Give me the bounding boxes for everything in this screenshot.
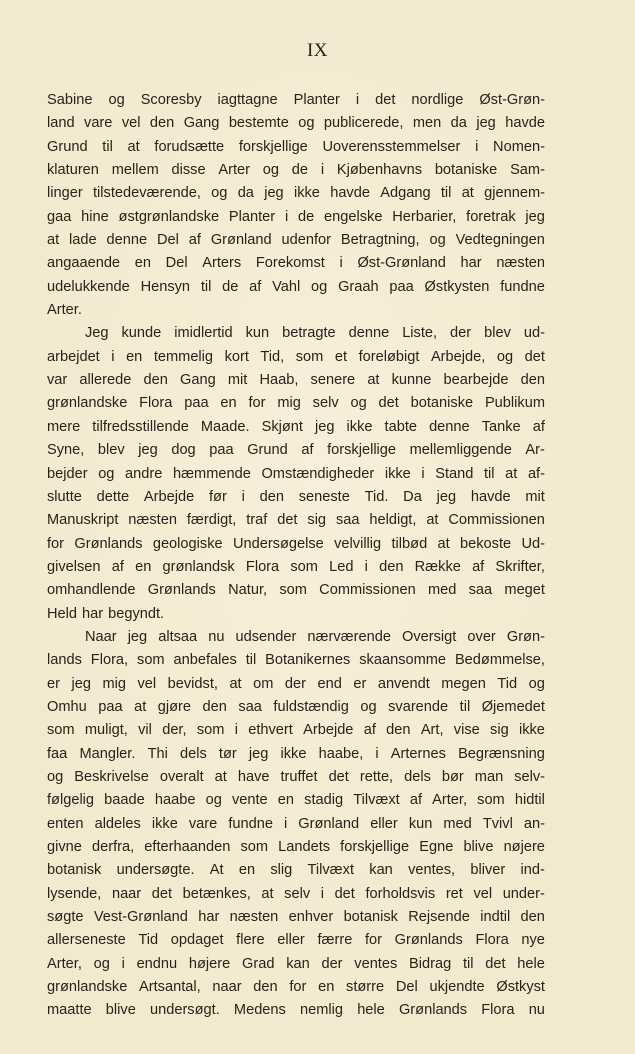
text-line: er jeg mig vel bevidst, at om der end er anvendt megen Tid og — [47, 675, 545, 692]
text-line: omhandlende Grønlands Natur, som Commissionen med saa meget — [47, 582, 545, 599]
text-line: Arter, og i endnu højere Grad kan der ventes Bidrag til det hele — [47, 955, 545, 972]
text-line: gaa hine østgrønlandske Planter i de engelske Herbarier, foretrak jeg — [47, 208, 545, 225]
text-line: Naar jeg altsaa nu udsender nærværende Oversigt over Grøn- — [85, 628, 545, 645]
text-line: bejder og andre hæmmende Omstændigheder ikke i Stand til at af- — [47, 465, 545, 482]
text-line: lands Flora, som anbefales til Botanikernes skaansomme Bedømmelse, — [47, 652, 545, 669]
text-line: angaaende en Del Arters Forekomst i Øst-Grønland har næsten — [47, 255, 545, 272]
text-line: grønlandske Flora paa en for mig selv og det botaniske Publikum — [47, 395, 545, 412]
text-line: Jeg kunde imidlertid kun betragte denne Liste, der blev ud- — [85, 325, 545, 342]
text-line: følgelig baade haabe og vente en stadig Tilvæxt af Arter, som hidtil — [47, 792, 545, 809]
page-number: IX — [306, 40, 329, 61]
text-line: Manuskript næsten færdigt, traf det sig saa heldigt, at Commissionen — [47, 512, 545, 529]
text-line: maatte blive undersøgt. Medens nemlig hele Grønlands Flora nu — [47, 1002, 545, 1019]
text-line: Held har begyndt. — [47, 605, 165, 622]
body-text — [47, 92, 545, 1026]
text-line: og Beskrivelse overalt at have truffet det rette, dels bør man selv- — [47, 768, 545, 785]
text-line: at lade denne Del af Grønland udenfor Betragtning, og Vedtegningen — [47, 232, 545, 249]
text-line: allerseneste Tid opdaget flere eller færre for Grønlands Flora nye — [47, 932, 545, 949]
text-line: botanisk undersøgte. At en slig Tilvæxt kan ventes, bliver ind- — [47, 862, 545, 879]
text-line: slutte dette Arbejde før i den seneste Tid. Da jeg havde mit — [47, 488, 545, 505]
text-line: land vare vel den Gang bestemte og publicerede, men da jeg havde — [47, 115, 545, 132]
text-line: givelsen af en grønlandsk Flora som Led i den Række af Skrifter, — [47, 558, 545, 575]
text-line: Sabine og Scoresby iagttagne Planter i det nordlige Øst-Grøn- — [47, 92, 545, 108]
text-line: enten aldeles ikke vare fundne i Grønland eller kun med Tvivl an- — [47, 815, 545, 832]
text-line: Syne, blev jeg dog paa Grund af forskjellige mellemliggende Ar- — [47, 442, 545, 459]
text-line: mere tilfredsstillende Maade. Skjønt jeg ikke tabte denne Tanke af — [47, 418, 545, 435]
text-line: linger tilstedeværende, og da jeg ikke havde Adgang til at gjennem- — [47, 185, 545, 202]
text-line: Omhu paa at gjøre den saa fuldstændig og svarende til Øjemedet — [47, 698, 545, 715]
text-line: som muligt, vil der, som i ethvert Arbejde af den Art, vise sig ikke — [47, 722, 545, 739]
text-line: arbejdet i en temmelig kort Tid, som et foreløbigt Arbejde, og det — [47, 348, 545, 365]
text-line: udelukkende Hensyn til de af Vahl og Graah paa Østkysten fundne — [47, 278, 545, 295]
text-line: søgte Vest-Grønland har næsten enhver botanisk Rejsende indtil den — [47, 909, 545, 926]
text-line: faa Mangler. Thi dels tør jeg ikke haabe, i Arternes Begrænsning — [47, 745, 545, 762]
text-line: var allerede den Gang mit Haab, senere at kunne bearbejde den — [47, 372, 545, 389]
text-line: givne derfra, efterhaanden som Landets forskjellige Egne blive nøjere — [47, 839, 545, 855]
text-line: grønlandske Artsantal, naar den for en større Del ukjendte Østkyst — [47, 979, 545, 996]
text-line: klaturen mellem disse Arter og de i Kjøbenhavns botaniske Sam- — [47, 162, 545, 179]
text-line: Arter. — [47, 302, 82, 319]
text-line: Grund til at forudsætte forskjellige Uoverensstemmelser i Nomen- — [47, 138, 545, 155]
text-line: lysende, naar det betænkes, at selv i det forholdsvis ret vel under- — [47, 885, 545, 902]
text-line: for Grønlands geologiske Undersøgelse velvillig tilbød at bekoste Ud- — [47, 535, 545, 552]
